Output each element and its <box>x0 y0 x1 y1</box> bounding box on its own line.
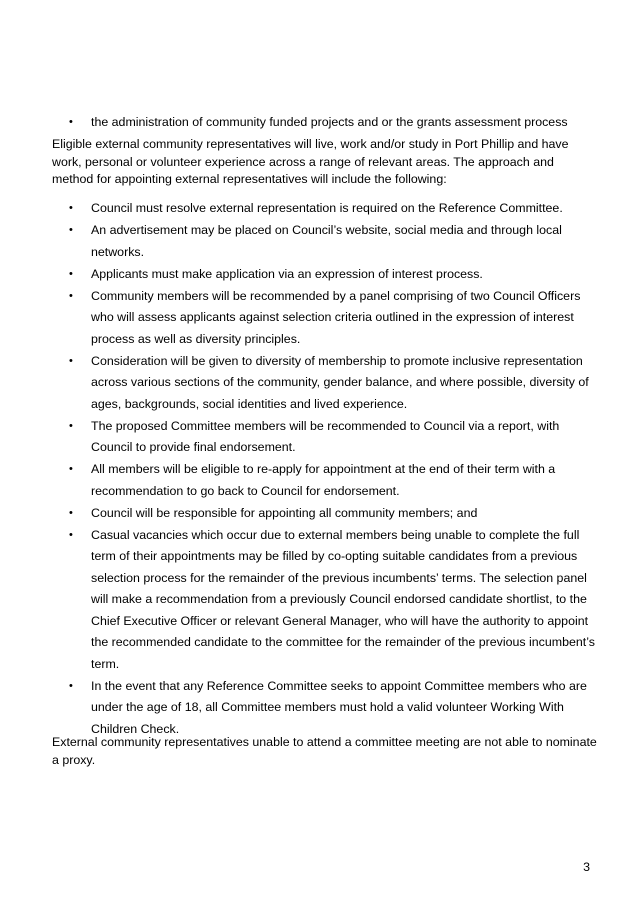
list-item: • An advertisement may be placed on Council’s website, social media and through local networks. <box>52 220 597 263</box>
list-item: • All members will be eligible to re-apply for appointment at the end of their term with a recommendation to go back to Council for endorsement. <box>52 459 597 502</box>
list-item: • Council will be responsible for appointing all community members; and <box>52 503 597 525</box>
list-item: • Casual vacancies which occur due to external members being unable to complete the full term of their appointments may be filled by co-opting suitable candidates from a previous selection process for the remainder of the previous incumbents’ terms. The selection panel will make a recommendation from a previously Council endorsed candidate shortlist, to the Chief Executive Officer or relevant General Manager, who will have the authority to appoint the recommended candidate to the committee for the remainder of the previous incumbent’s term. <box>52 525 597 676</box>
intro-paragraph: Eligible external community representatives will live, work and/or study in Port Phillip and have work, personal or volunteer experience across a range of relevant areas. The approach and method for appointing external representatives will include the following: <box>52 137 569 186</box>
list-item: • The proposed Committee members will be recommended to Council via a report, with Council to provide final endorsement. <box>52 416 597 459</box>
appointment-method-list <box>52 198 597 741</box>
list-item: • Consideration will be given to diversity of membership to promote inclusive representation across various sections of the community, gender balance, and where possible, diversity of ages, backgrounds, social identities and lived experience. <box>52 351 597 416</box>
top-bullet-list <box>52 112 597 134</box>
closing-paragraph: External community representatives unable to attend a committee meeting are not able to nominate a proxy. <box>52 735 597 767</box>
list-item: • In the event that any Reference Committee seeks to appoint Committee members who are under the age of 18, all Committee members must hold a valid volunteer Working With Children Check. <box>52 676 597 741</box>
list-item: • the administration of community funded projects and or the grants assessment process <box>52 112 597 134</box>
list-item: • Community members will be recommended by a panel comprising of two Council Officers who will assess applicants against selection criteria outlined in the expression of interest process as well as diversity principles. <box>52 286 597 351</box>
list-item: • Applicants must make application via an expression of interest process. <box>52 264 597 286</box>
page-number: 3 <box>583 860 590 874</box>
list-item: • Council must resolve external representation is required on the Reference Committee. <box>52 198 597 220</box>
